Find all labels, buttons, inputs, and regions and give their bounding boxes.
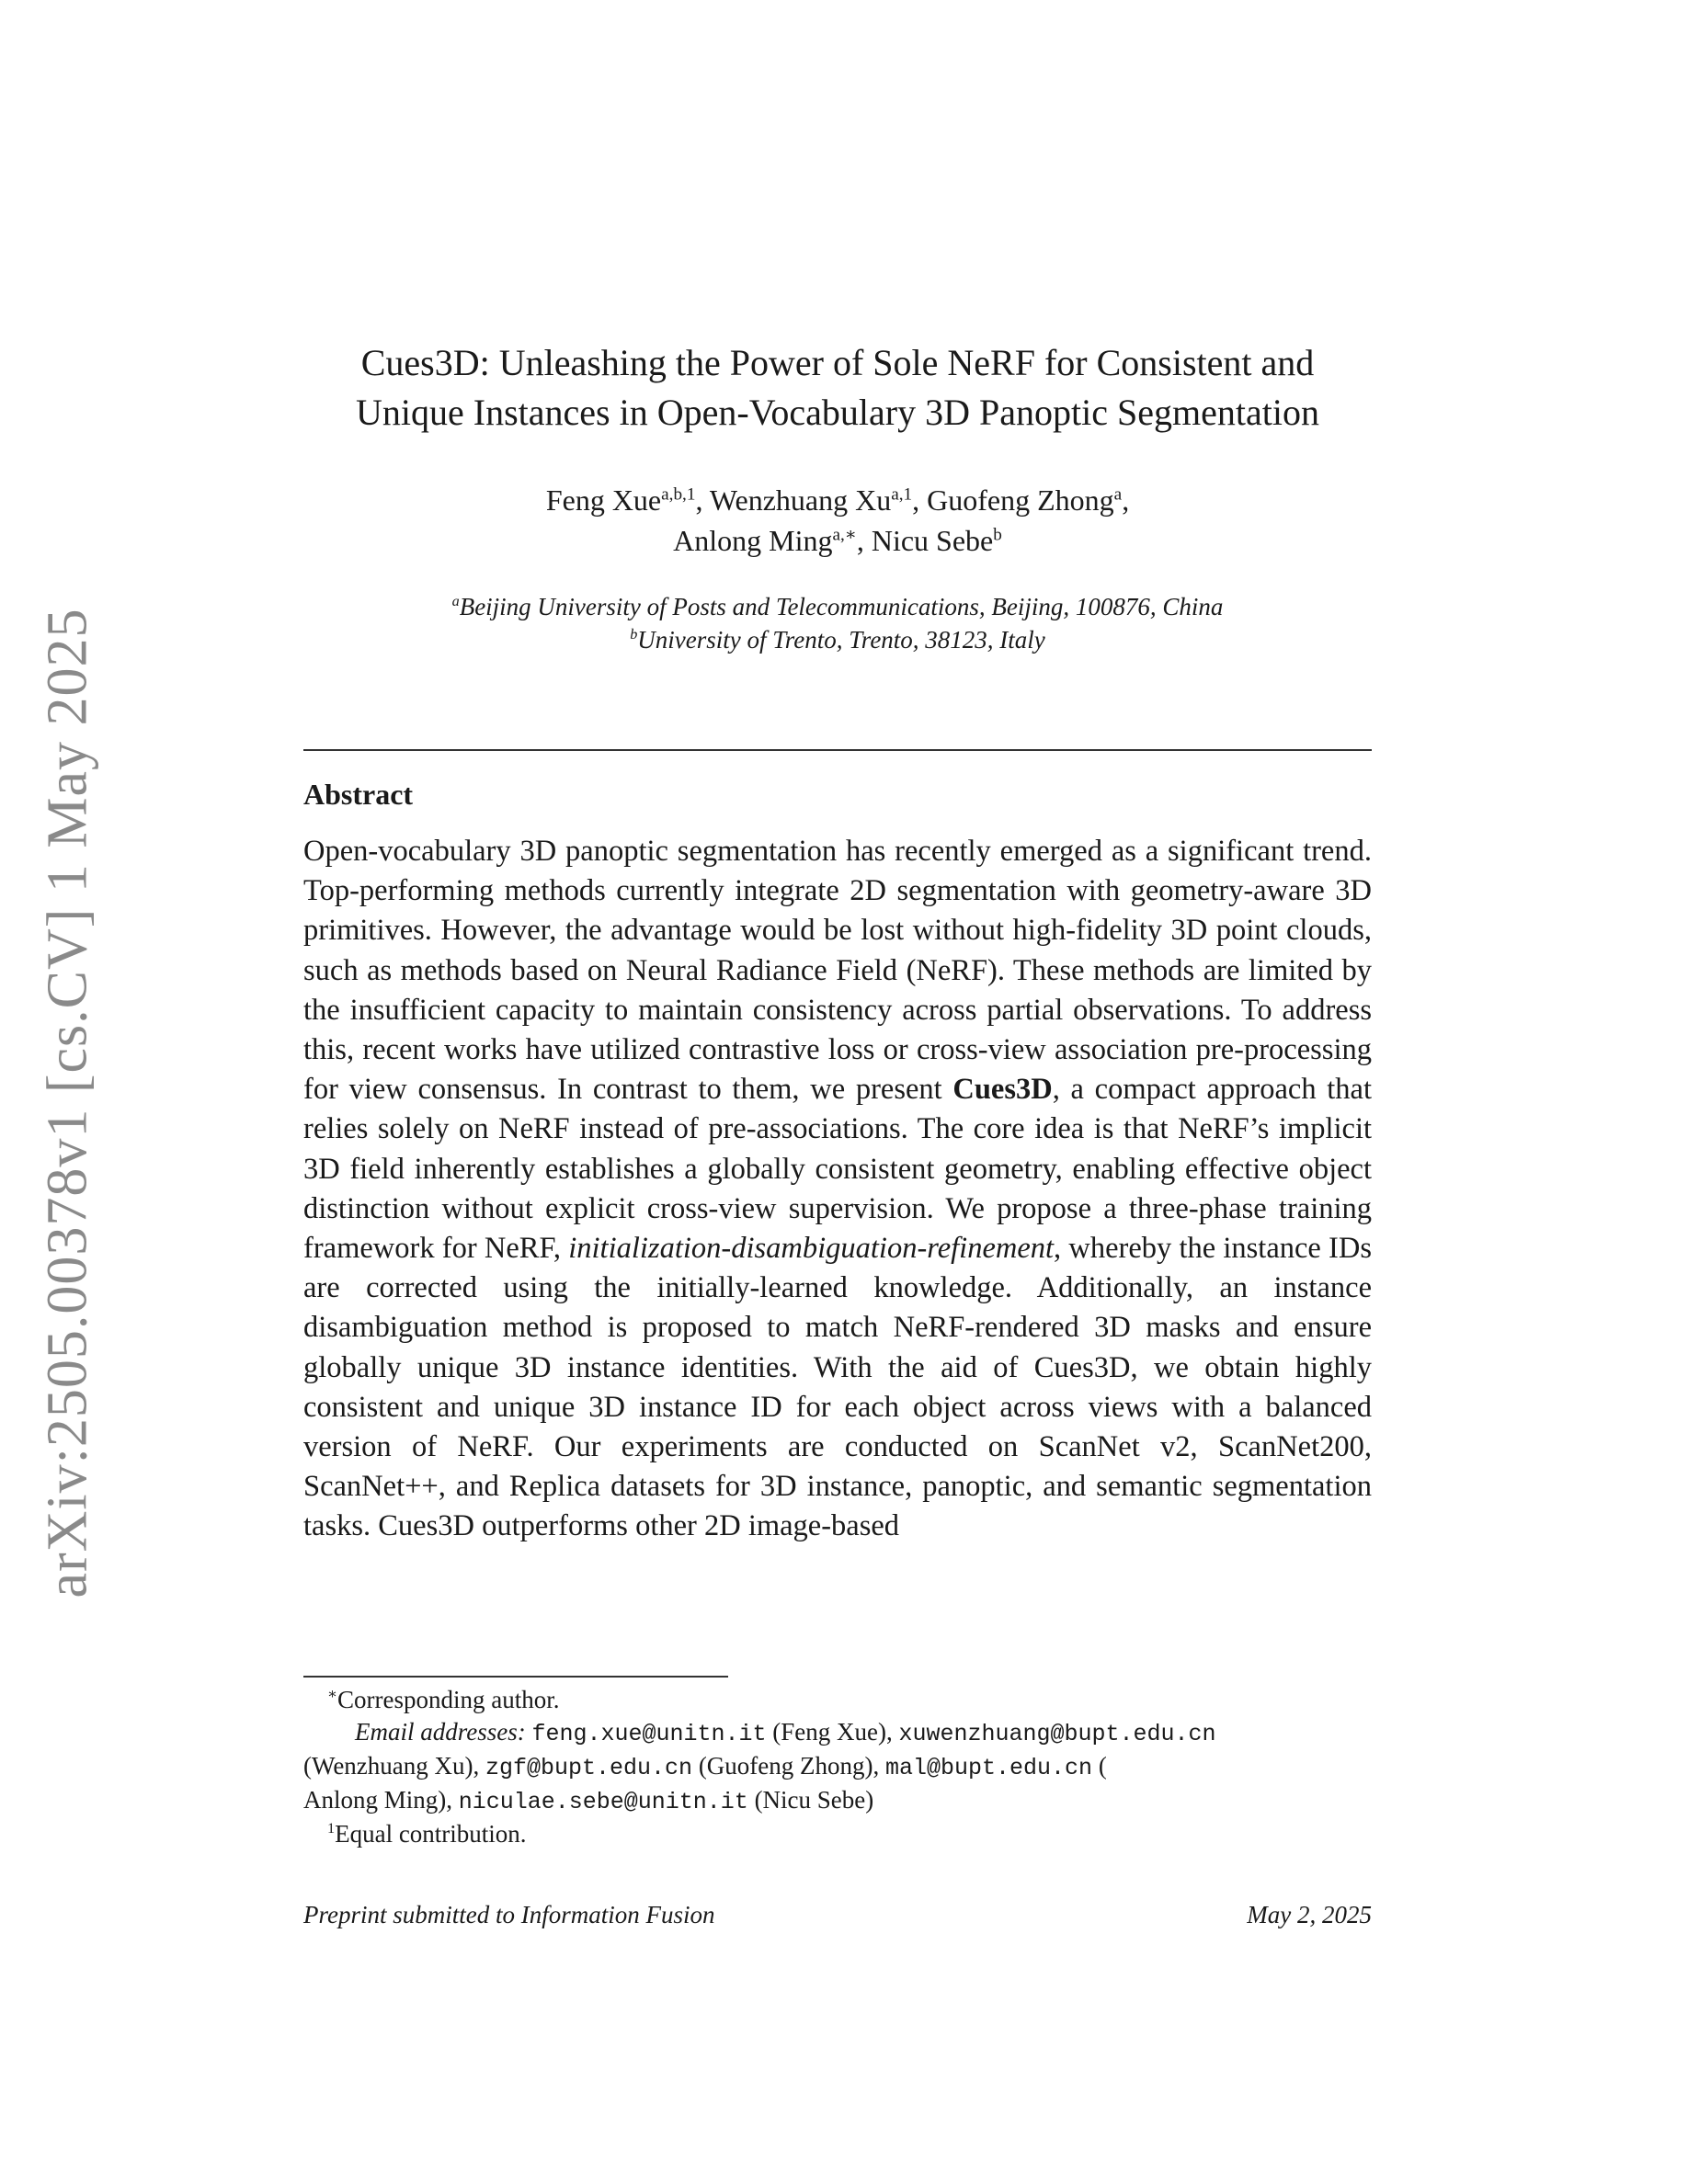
author-name: Feng Xue: [545, 483, 662, 517]
footnotes: [303, 1684, 1372, 1850]
email-line-3: [303, 1784, 1372, 1818]
email-link[interactable]: feng.xue@unitn.it: [531, 1721, 767, 1747]
abstract-method-name: Cues3D: [952, 1073, 1053, 1107]
author-line-2: Anlong Ming$^{a,∗}$, Nicu Sebe$^b$: [673, 524, 1002, 557]
email-owner: (Nicu Sebe): [754, 1786, 874, 1814]
author-name: Nicu Sebe: [871, 524, 994, 557]
equal-contribution-note: [303, 1818, 1372, 1850]
footnote-mark: 1: [327, 1820, 336, 1837]
abstract-text-part-1: Open-vocabulary 3D panoptic segmentation has recently emerged as a significant trend. Top-performing methods currently integrate 2D segmentation with geometry-aware 3D primitives. However, the advantage would be lost without high-fidelity 3D point clouds, such as methods based on Neural Radiance Field (NeRF). These methods are limited by the insufficient capacity to maintain consistency across partial observations. To address this, recent works have utilized contrastive loss or cross-view association pre-processing for view consensus. In contrast to them, we present: [303, 835, 1372, 1107]
title-line-1: Cues3D: Unleashing the Power of Sole NeRF for Consistent and: [360, 342, 1315, 383]
footnote-mark: ∗: [327, 1686, 338, 1702]
email-link[interactable]: zgf@bupt.edu.cn: [485, 1755, 693, 1781]
author-affiliation-mark: b: [993, 525, 1002, 545]
email-owner: (Wenzhuang Xu),: [303, 1752, 480, 1780]
author-line-1: Feng Xue$^{a,b,1}$, Wenzhuang Xu$^{a,1}$, Guofeng Zhong$^a$,: [545, 483, 1130, 517]
equal-contribution-text: Equal contribution.: [335, 1820, 527, 1848]
abstract-text-part-2: , a compact approach that relies solely on NeRF instead of pre-associations. The core idea is that NeRF’s implicit 3D field inherently establishes a globally consistent geometry, enabling effective object distinction without explicit cross-view supervision. We propose a three-phase training framework for NeRF,: [303, 1073, 1373, 1266]
email-line-1: [303, 1716, 1372, 1750]
abstract-heading: Abstract: [303, 778, 414, 811]
affiliation-text: Beijing University of Posts and Telecommunications, Beijing, 100876, China: [459, 593, 1224, 620]
paper-title: [303, 338, 1372, 438]
author-affiliation-mark: a,1: [891, 484, 913, 505]
preprint-date: May 2, 2025: [1247, 1901, 1372, 1928]
author-name: Anlong Ming: [673, 524, 833, 557]
author-list: [303, 480, 1372, 561]
affiliation-mark: b: [630, 626, 638, 643]
email-link[interactable]: xuwenzhuang@bupt.edu.cn: [898, 1721, 1216, 1747]
email-label: Email addresses:: [355, 1718, 526, 1746]
abstract-body: [303, 832, 1372, 1547]
author-affiliation-mark: a,∗: [832, 525, 857, 545]
affiliation-text: University of Trento, Trento, 38123, Italy: [637, 626, 1045, 654]
title-line-2: Unique Instances in Open-Vocabulary 3D Panoptic Segmentation: [356, 392, 1319, 433]
affiliation-mark: a: [451, 593, 460, 609]
email-link[interactable]: niculae.sebe@unitn.it: [458, 1789, 748, 1815]
corresponding-author-note: [303, 1684, 1372, 1716]
abstract-framework-name: initialization-disambiguation-refinement: [568, 1232, 1055, 1266]
email-line-2: (Wenzhuang Xu), zgf@bupt.edu.cn (Guofeng Zhong), mal@bupt.edu.cn (: [303, 1752, 1107, 1781]
affiliation-line: [303, 623, 1372, 656]
email-owner: Anlong Ming),: [303, 1786, 452, 1814]
affiliations: [303, 590, 1372, 656]
abstract-text-part-3: , whereby the instance IDs are corrected using the initially-learned knowledge. Additionally, an instance disambiguation method is proposed to match NeRF-rendered 3D masks and ensure globally unique 3D instance identities. With the aid of Cues3D, we obtain highly consistent and unique 3D instance ID for each object across views with a balanced version of NeRF. Our experiments are conducted on ScanNet v2, ScanNet200, ScanNet++, and Replica datasets for 3D instance, panoptic, and semantic segmentation tasks. Cues3D outperforms other 2D image-based: [303, 1232, 1372, 1543]
author-name: Guofeng Zhong: [927, 483, 1114, 517]
email-link[interactable]: mal@bupt.edu.cn: [885, 1755, 1093, 1781]
preprint-venue: Preprint submitted to Information Fusion: [303, 1901, 715, 1928]
author-affiliation-mark: a: [1113, 484, 1123, 505]
arxiv-identifier-stamp: arXiv:2505.00378v1 [cs.CV] 1 May 2025: [36, 608, 99, 1598]
footnote-rule: [303, 1676, 728, 1678]
author-affiliation-mark: a,b,1: [661, 484, 696, 505]
email-owner: (Feng Xue),: [772, 1718, 893, 1746]
email-owner: (Guofeng Zhong),: [698, 1752, 880, 1780]
author-name: Wenzhuang Xu: [709, 483, 892, 517]
affiliation-line: [303, 590, 1372, 623]
header-rule: [303, 749, 1372, 751]
corresponding-text: Corresponding author.: [337, 1686, 560, 1713]
